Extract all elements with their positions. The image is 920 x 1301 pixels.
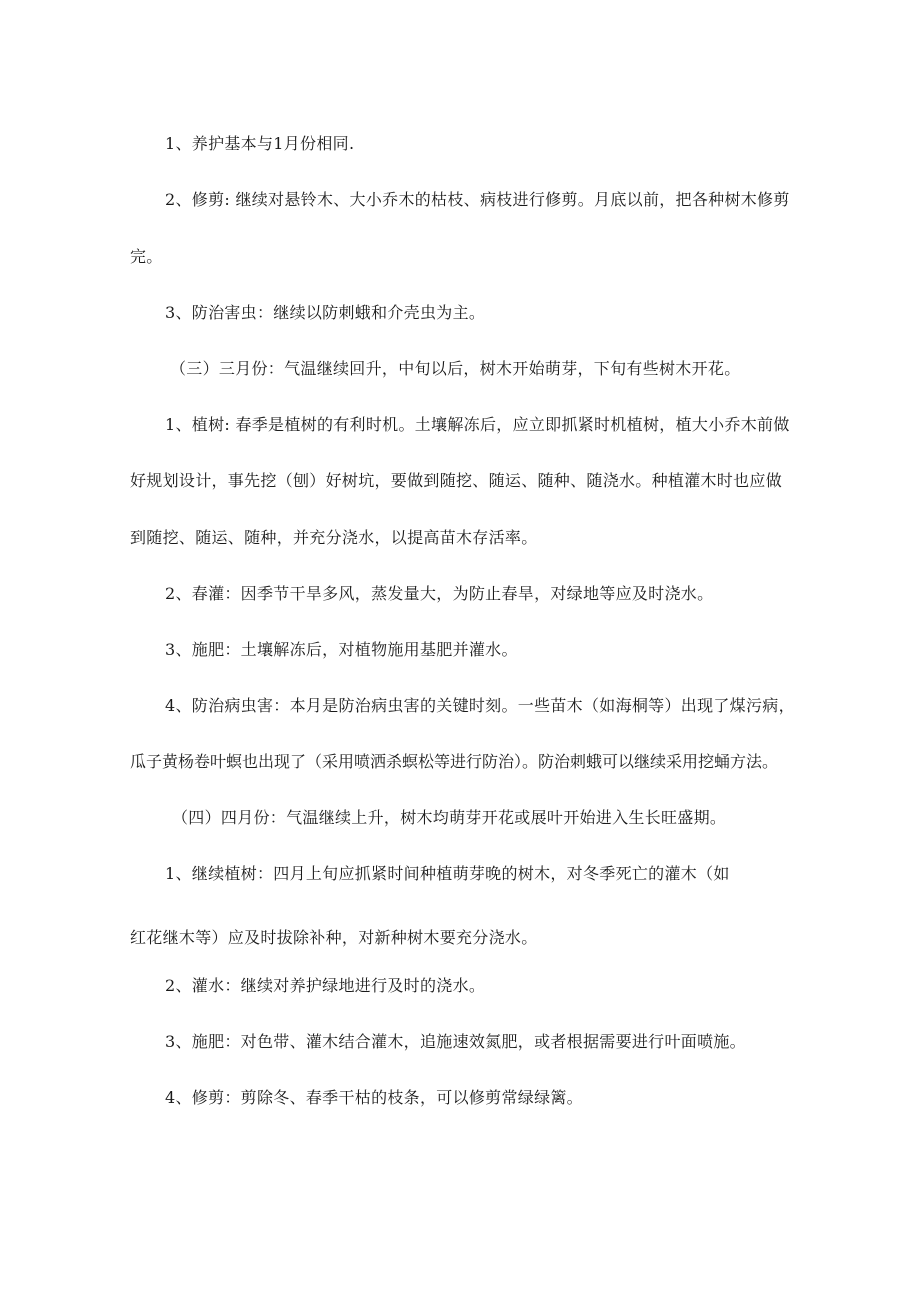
item-feb-2-pruning-cont: 完。: [130, 247, 163, 266]
item-feb-2-pruning: 2、修剪: 继续对悬铃木、大小乔木的枯枝、病枝进行修剪。月底以前，把各种树木修剪: [165, 190, 790, 209]
item-apr-1-planting: 1、继续植树：四月上旬应抓紧时间种植萌芽晚的树木，对冬季死亡的灌木（如: [165, 864, 730, 883]
section-heading-march: （三）三月份：气温继续回升，中旬以后，树木开始萌芽，下旬有些树木开花。: [170, 359, 741, 378]
item-feb-3-pest-control: 3、防治害虫：继续以防刺蛾和介壳虫为主。: [165, 303, 486, 322]
item-apr-2-watering: 2、灌水：继续对养护绿地进行及时的浇水。: [165, 976, 486, 995]
item-apr-4-pruning: 4、修剪：剪除冬、春季干枯的枝条，可以修剪常绿绿篱。: [165, 1088, 583, 1107]
item-feb-1-care: 1、养护基本与1月份相同.: [165, 134, 355, 153]
item-mar-1-planting-cont-1: 好规划设计，事先挖（刨）好树坑，要做到随挖、随运、随种、随浇水。种植灌木时也应做: [130, 471, 783, 490]
section-heading-april: （四）四月份：气温继续上升，树木均萌芽开花或展叶开始进入生长旺盛期。: [172, 808, 727, 827]
item-mar-4-disease-control: 4、防治病虫害：本月是防治病虫害的关键时刻。一些苗木（如海桐等）出现了煤污病，: [165, 696, 795, 715]
item-mar-3-fertilizing: 3、施肥：土壤解冻后，对植物施用基肥并灌水。: [165, 640, 518, 659]
item-mar-4-disease-control-cont: 瓜子黄杨卷叶螟也出现了（采用喷洒杀螟松等进行防治）。防治刺蛾可以继续采用挖蛹方法。: [130, 752, 779, 771]
item-mar-2-spring-irrigation: 2、春灌：因季节干旱多风，蒸发量大，为防止春旱，对绿地等应及时浇水。: [165, 584, 714, 603]
item-apr-3-fertilizing: 3、施肥：对色带、灌木结合灌木，追施速效氮肥，或者根据需要进行叶面喷施。: [165, 1032, 746, 1051]
item-mar-1-planting: 1、植树: 春季是植树的有利时机。土壤解冻后，应立即抓紧时机植树，植大小乔木前做: [165, 415, 790, 434]
item-apr-1-planting-cont: 红花继木等）应及时拔除补种，对新种树木要充分浇水。: [130, 928, 538, 947]
item-mar-1-planting-cont-2: 到随挖、随运、随种，并充分浇水，以提高苗木存活率。: [130, 528, 538, 547]
